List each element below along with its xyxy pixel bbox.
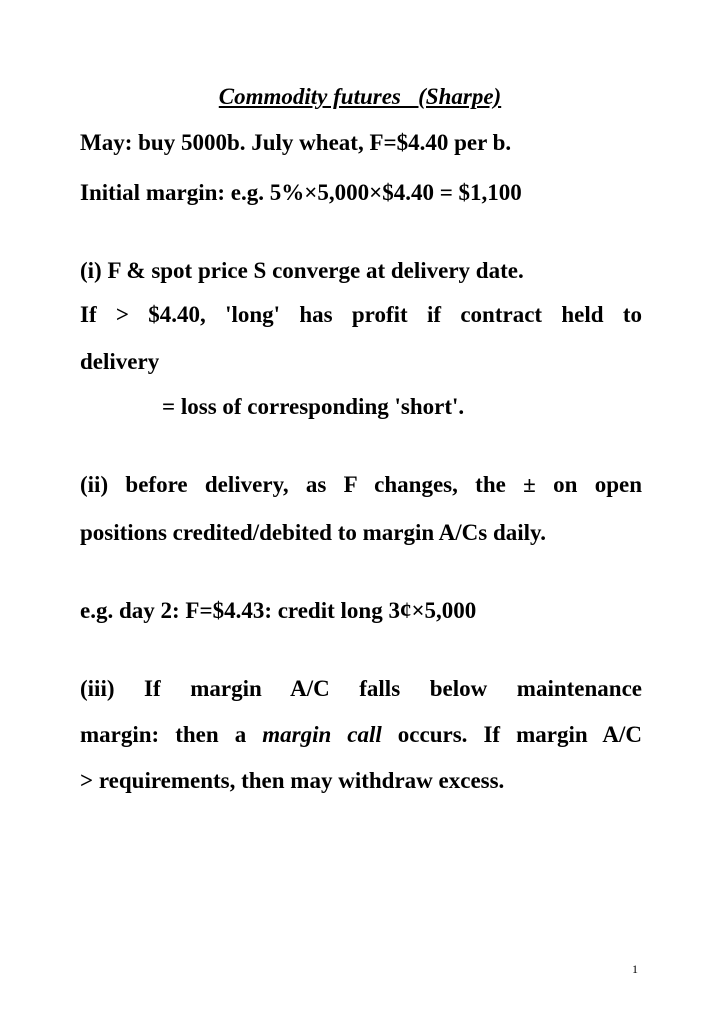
text-span-occurs: occurs. If margin A/C	[381, 722, 642, 747]
page-title: Commodity futures (Sharpe)	[218, 84, 502, 109]
text-line-withdraw-excess: > requirements, then may withdraw excess.	[80, 768, 505, 793]
text-line-example-day2: e.g. day 2: F=$4.43: credit long 3¢×5,000	[80, 598, 477, 623]
text-span-margin-call-term: margin call	[262, 722, 382, 747]
text-line-positions-credited: positions credited/debited to margin A/Cs daily.	[80, 520, 547, 545]
text-line-point-ii: (ii) before delivery, as F changes, the ± on open	[80, 472, 642, 497]
text-line-point-iii: (iii) If margin A/C falls below maintenance	[80, 676, 642, 701]
text-line-may-purchase: May: buy 5000b. July wheat, F=$4.40 per b.	[80, 130, 512, 155]
text-line-point-i: (i) F & spot price S converge at delivery date.	[80, 258, 524, 283]
page-number: 1	[632, 962, 638, 976]
text-span-margin-then: margin: then a	[80, 722, 263, 747]
text-line-delivery: delivery	[80, 349, 160, 374]
text-line-long-profit: If > $4.40, 'long' has profit if contract held to	[80, 302, 642, 327]
text-line-margin-call	[80, 720, 642, 750]
text-line-short-loss: = loss of corresponding 'short'.	[162, 394, 465, 419]
text-line-initial-margin: Initial margin: e.g. 5%×5,000×$4.40 = $1,100	[80, 180, 522, 205]
